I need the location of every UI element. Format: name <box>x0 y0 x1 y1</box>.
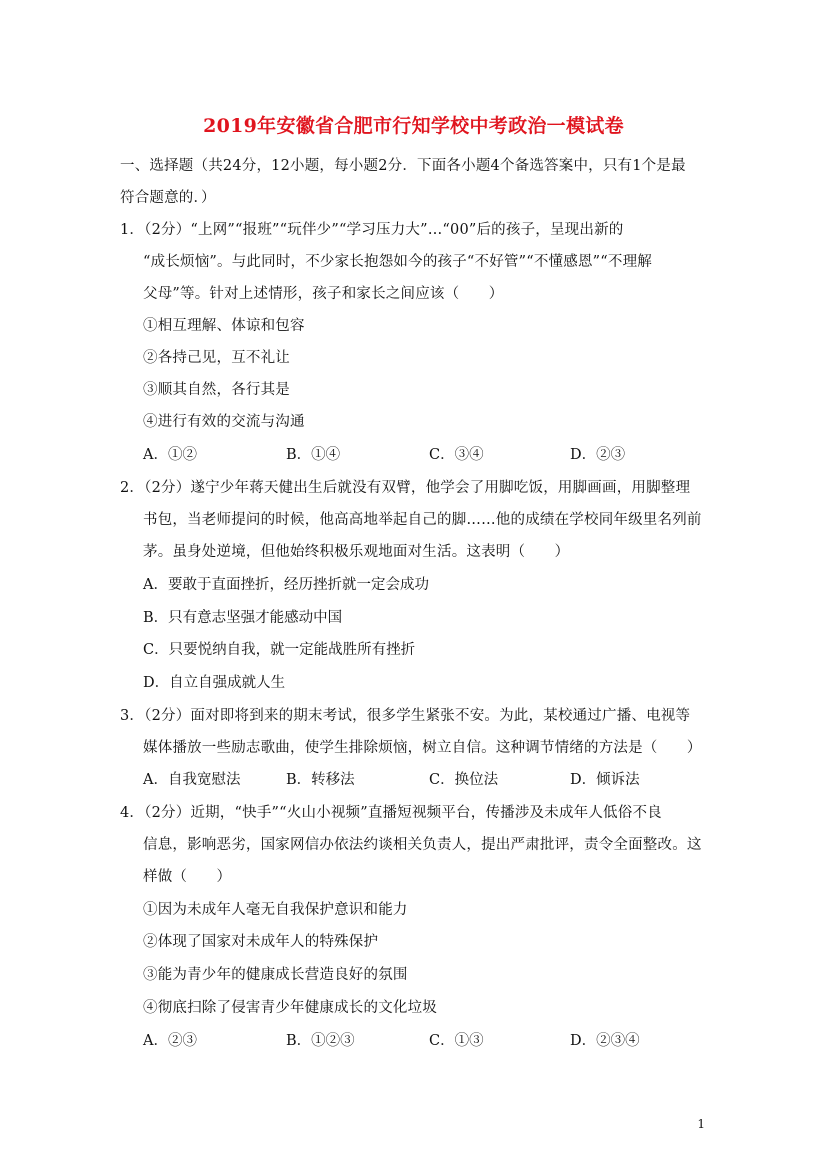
q1-stem-line-2: “成长烦恼”。与此同时，不少家长抱怨如今的孩子“不好管”“不懂感恩”“不理解 <box>143 254 652 270</box>
q4-item: ②体现了国家对未成年人的特殊保护 <box>143 934 379 950</box>
q2-option-d[interactable]: D．自立自强成就人生 <box>143 675 286 691</box>
q3-option-d[interactable]: D．倾诉法 <box>570 772 640 788</box>
q4-option-c[interactable]: C．①③ <box>429 1033 484 1049</box>
q4-stem-line-1: 4．（2分）近期，“快手”“火山小视频”直播短视频平台，传播涉及未成年人低俗不良 <box>120 805 662 821</box>
exam-title: 2019年安徽省合肥市行知学校中考政治一模试卷 <box>203 115 624 137</box>
q2-option-c[interactable]: C．只要悦纳自我，就一定能战胜所有挫折 <box>143 642 416 658</box>
q4-item: ③能为青少年的健康成长营造良好的氛围 <box>143 967 408 983</box>
q4-stem-line-3: 样做（ ） <box>143 869 232 885</box>
q4-item: ①因为未成年人毫无自我保护意识和能力 <box>143 902 408 918</box>
q1-item: ①相互理解、体谅和包容 <box>143 318 305 334</box>
section-heading-line-1: 一、选择题（共24分，12小题，每小题2分．下面各小题4个备选答案中，只有1个是最 <box>120 158 686 174</box>
q4-stem-line-2: 信息，影响恶劣，国家网信办依法约谈相关负责人，提出严肃批评，责令全面整改。这 <box>143 837 702 853</box>
q1-option-a[interactable]: A．①② <box>143 447 197 463</box>
q1-item: ②各持己见，互不礼让 <box>143 350 290 366</box>
q3-option-b[interactable]: B．转移法 <box>286 772 355 788</box>
q4-option-d[interactable]: D．②③④ <box>570 1033 640 1049</box>
q1-item: ④进行有效的交流与沟通 <box>143 414 305 430</box>
q1-stem-line-3: 父母”等。针对上述情形，孩子和家长之间应该（ ） <box>143 286 504 302</box>
q3-option-a[interactable]: A．自我宽慰法 <box>143 772 241 788</box>
section-heading-line-2: 符合题意的．） <box>120 190 216 206</box>
q4-option-b[interactable]: B．①②③ <box>286 1033 355 1049</box>
q2-option-b[interactable]: B．只有意志坚强才能感动中国 <box>143 610 343 626</box>
q1-stem-line-1: 1．（2分）“上网”“报班”“玩伴少”“学习压力大”…“00”后的孩子，呈现出新的 <box>120 222 624 238</box>
q3-option-c[interactable]: C．换位法 <box>429 772 499 788</box>
q3-stem-line-2: 媒体播放一些励志歌曲，使学生排除烦恼，树立自信。这种调节情绪的方法是（ ） <box>143 740 702 756</box>
q4-option-a[interactable]: A．②③ <box>143 1033 197 1049</box>
q2-stem-line-2: 书包，当老师提问的时候，他高高地举起自己的脚……他的成绩在学校同年级里名列前 <box>143 512 702 528</box>
page-number: 1 <box>697 1117 705 1131</box>
q2-stem-line-1: 2．（2分）遂宁少年蒋天健出生后就没有双臂，他学会了用脚吃饭，用脚画画，用脚整理 <box>120 480 691 496</box>
q1-option-d[interactable]: D．②③ <box>570 447 626 463</box>
q1-item: ③顺其自然，各行其是 <box>143 382 290 398</box>
q2-option-a[interactable]: A．要敢于直面挫折，经历挫折就一定会成功 <box>143 577 429 593</box>
q1-option-b[interactable]: B．①④ <box>286 447 341 463</box>
q2-stem-line-3: 茅。虽身处逆境，但他始终积极乐观地面对生活。这表明（ ） <box>143 544 570 560</box>
q4-item: ④彻底扫除了侵害青少年健康成长的文化垃圾 <box>143 1000 437 1016</box>
q1-option-c[interactable]: C．③④ <box>429 447 484 463</box>
q3-stem-line-1: 3．（2分）面对即将到来的期末考试，很多学生紧张不安。为此，某校通过广播、电视等 <box>120 708 691 724</box>
